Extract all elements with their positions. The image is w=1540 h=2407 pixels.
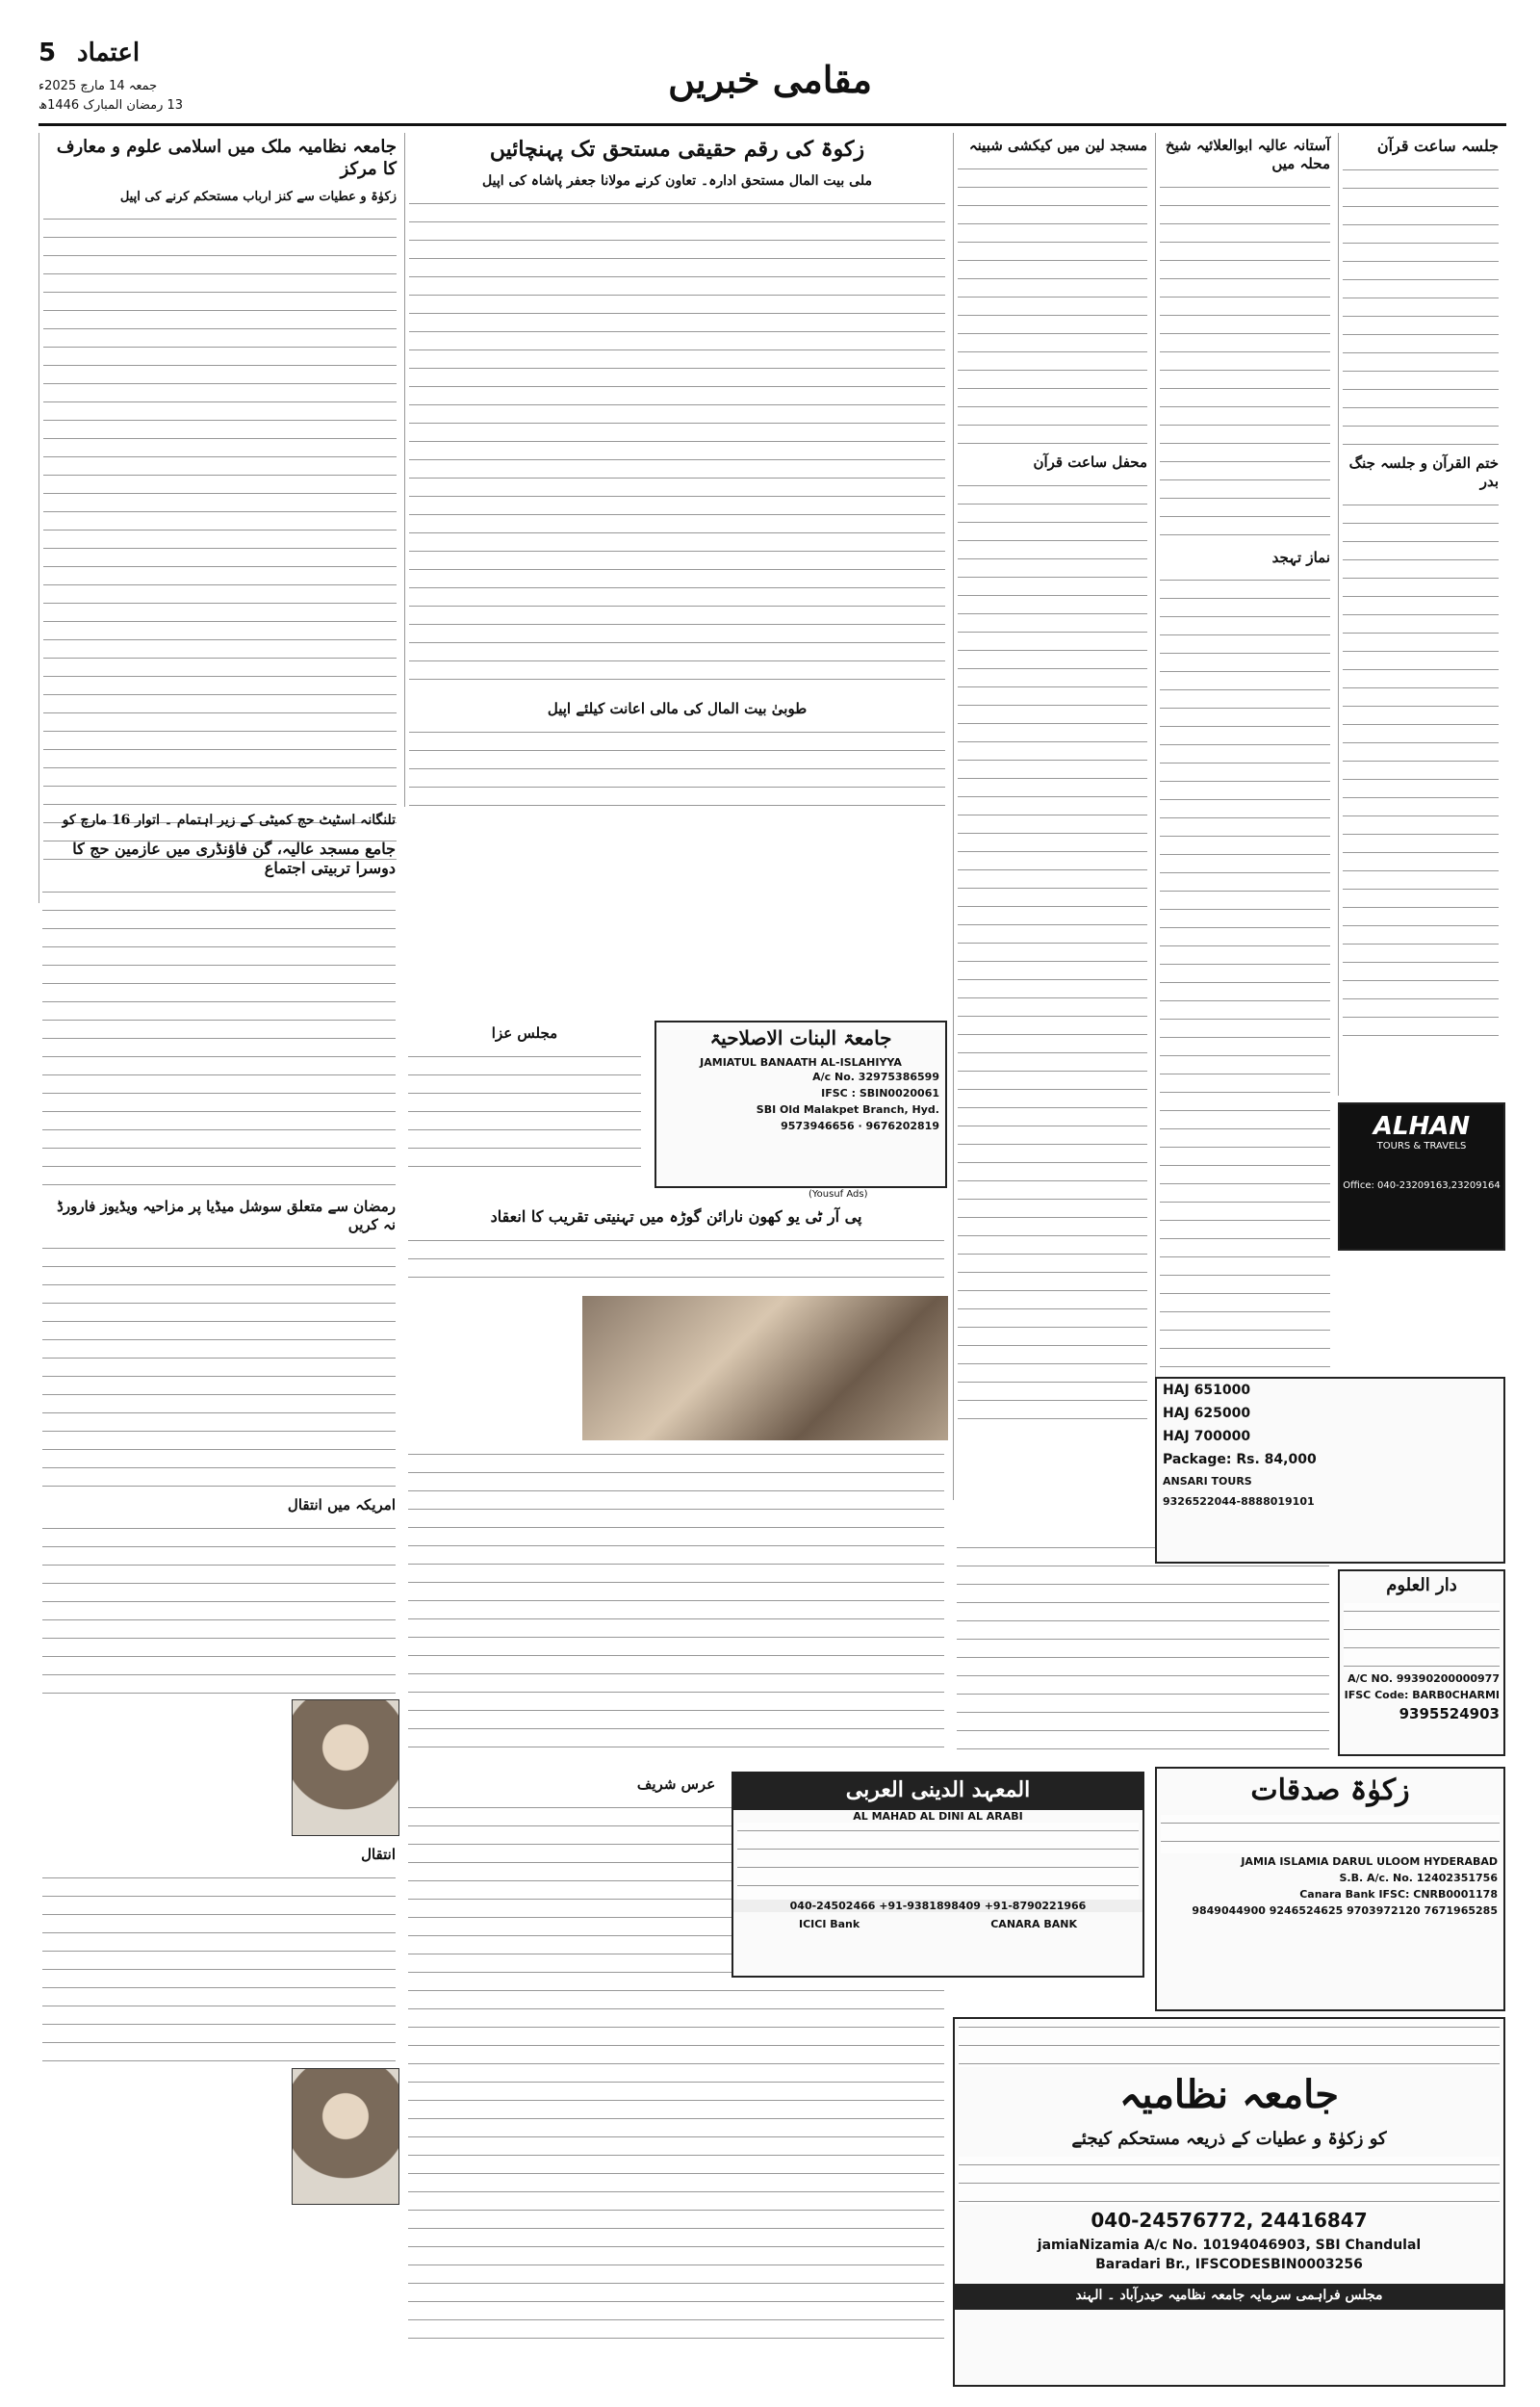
haj-headline: تلنگانہ اسٹیٹ حج کمیٹی کے زیر اہتمام ۔ اتوار 16 مارچ کو	[62, 813, 396, 828]
haj-price: HAJ 625000	[1163, 1406, 1251, 1421]
column-headline: آستانہ عالیہ ابوالعلائیہ شیخ محلہ میں	[1165, 137, 1330, 172]
mahad-phones: 040-24502466 +91-9381898409 +91-8790221966	[733, 1900, 1142, 1912]
column-nizamia	[38, 133, 400, 903]
ad-credit: (Yousuf Ads)	[808, 1189, 868, 1200]
banaath-phone: 9676202819	[865, 1120, 939, 1132]
zakat-ac: S.B. A/c. No. 12402351756	[1339, 1871, 1498, 1884]
nizamia-footer: مجلس فراہمی سرمایہ جامعہ نظامیہ حیدرآباد ۔ الہند	[955, 2284, 1503, 2311]
majlis-headline: مجلس عزا	[491, 1024, 558, 1042]
column-zakat	[404, 133, 949, 807]
urs-headline: عرس شریف	[636, 1775, 716, 1793]
alhan-sub: TOURS & TRAVELS	[1376, 1141, 1467, 1152]
column-subhead: نماز تہجد	[1271, 548, 1330, 566]
banaath-phone: 9573946656	[781, 1120, 855, 1132]
column-subhead: ملی بیت المال مستحق ادارہ۔ تعاون کرنے مولانا جعفر پاشاہ کی اپیل	[482, 172, 872, 189]
column-astana	[1155, 133, 1334, 1500]
column-headline: جامعہ نظامیہ ملک میں اسلامی علوم و معارف کا مرکز	[56, 137, 397, 179]
banaath-ac: A/c No. 32975386599	[812, 1071, 939, 1083]
nizamia-slogan: کو زکوٰۃ و عطیات کے ذریعہ مستحکم کیجئے	[1071, 2129, 1387, 2149]
banaath-ifsc: IFSC : SBIN0020061	[821, 1087, 939, 1100]
alhan-ad	[1338, 1102, 1505, 1251]
page-number: 5	[38, 39, 57, 67]
zakat-phones: 9849044900 9246524625 9703972120 7671965285	[1192, 1903, 1498, 1917]
nizamia-ad	[953, 2017, 1505, 2387]
darul-uloom-ad	[1338, 1569, 1505, 1756]
masthead-rule	[38, 123, 1506, 126]
haj-subhead: جامع مسجد عالیہ، گن فاؤنڈری میں عازمین حج کا دوسرا تربیتی اجتماع	[72, 839, 396, 877]
event-photo	[582, 1296, 948, 1440]
column-masjid	[953, 133, 1151, 1500]
umrah-price: Package: Rs. 84,000	[1163, 1452, 1317, 1467]
section-title: مقامی خبریں	[668, 58, 872, 101]
column-subhead: زکوٰۃ و عطیات سے کنز ارباب مستحکم کرنے کی اپیل	[119, 190, 397, 204]
zakat-ifsc: Canara Bank IFSC: CNRB0001178	[1299, 1887, 1498, 1901]
haj-price: HAJ 700000	[1163, 1429, 1251, 1444]
nizamia-ac: jamiaNizamia A/c No. 10194046903, SBI Chandulal	[1037, 2237, 1422, 2253]
portrait-photo	[292, 1699, 399, 1836]
agent-phone: 9326522044-8888019101	[1163, 1495, 1315, 1508]
date-hijri: 13 رمضان المبارک 1446ھ	[38, 98, 184, 113]
haj-package-ad	[1155, 1377, 1505, 1564]
banaath-title: جامعۃ البنات الاصلاحیۃ	[709, 1026, 892, 1049]
nizamia-title: جامعہ نظامیہ	[1118, 2072, 1340, 2117]
newspaper-brand: اعتماد	[77, 39, 141, 67]
banaath-branch: SBI Old Malakpet Branch, Hyd.	[756, 1103, 939, 1116]
column-jalsa	[1338, 133, 1502, 1096]
mahad-bank: ICICI Bank	[799, 1917, 860, 1930]
column-subhead: محفل ساعت قرآن	[1033, 453, 1147, 471]
mahad-title: المعہد الدینی العربی	[733, 1773, 1142, 1810]
media-story	[38, 1194, 399, 1483]
darul-uloom-ifsc: IFSC Code: BARB0CHARMI	[1344, 1688, 1500, 1701]
zakat-ad	[1155, 1767, 1505, 2011]
agent-name: ANSARI TOURS	[1163, 1475, 1252, 1488]
obituary-headline: امریکہ میں انتقال	[287, 1496, 396, 1514]
intiqal-headline: انتقال	[361, 1845, 396, 1863]
haj-story	[38, 809, 399, 1184]
banaath-title-en: JAMIATUL BANAATH AL-ISLAHIYYA	[700, 1056, 902, 1069]
date-gregorian: جمعہ 14 مارچ 2025ء	[38, 79, 158, 93]
majlis-story	[404, 1021, 645, 1194]
mahad-bank: CANARA BANK	[990, 1917, 1077, 1930]
column-headline: زکوۃ کی رقم حقیقی مستحق تک پہنچائیں	[489, 137, 865, 162]
bait-ul-maal-headline: طوبیٰ بیت المال کی مالی اعانت کیلئے اپیل	[547, 700, 808, 717]
prtu-story	[404, 1204, 948, 1762]
mahad-title-en: AL MAHAD AL DINI AL ARABI	[853, 1809, 1023, 1823]
column-subhead: ختم القرآن و جلسہ جنگ بدر	[1348, 454, 1499, 490]
zakat-title: زکوٰۃ صدقات	[1250, 1773, 1410, 1807]
haj-price: HAJ 651000	[1163, 1383, 1251, 1398]
zakat-bank: JAMIA ISLAMIA DARUL ULOOM HYDERABAD	[1241, 1854, 1498, 1868]
alhan-name: ALHAN	[1373, 1112, 1471, 1141]
nizamia-ifsc: Baradari Br., IFSCODESBIN0003256	[1095, 2256, 1363, 2272]
nizamia-phones: 040-24576772, 24416847	[1091, 2208, 1368, 2232]
darul-uloom-ac: A/C NO. 99390200000977	[1348, 1671, 1500, 1685]
darul-uloom-title: دار العلوم	[1386, 1575, 1457, 1595]
darul-uloom-phone: 9395524903	[1399, 1704, 1500, 1722]
column-headline: مسجد لین میں کیکشی شبینہ	[968, 137, 1147, 154]
alhan-phone: Office: 040-23209163,23209164	[1343, 1180, 1501, 1191]
banaath-ad: جامعۃ البنات الاصلاحیۃ JAMIATUL BANAATH AL-ISLAHIYYA A/c No. 32975386599 IFSC : SBIN0020061 SBI Old Malakpet Branch, Hyd. 9573946656 · 9676202819	[654, 1021, 947, 1188]
obituary-column	[38, 1492, 399, 2378]
media-headline: رمضان سے متعلق سوشل میڈیا پر مزاحیہ ویڈیوز فارورڈ نہ کریں	[57, 1198, 396, 1233]
prtu-headline: پی آر ٹی یو کھون نارائن گوڑہ میں تہنیتی تقریب کا انعقاد	[490, 1207, 862, 1226]
column-headline: جلسہ ساعت قرآن	[1376, 137, 1499, 155]
portrait-photo	[292, 2068, 399, 2205]
mahad-ad	[732, 1772, 1144, 1978]
